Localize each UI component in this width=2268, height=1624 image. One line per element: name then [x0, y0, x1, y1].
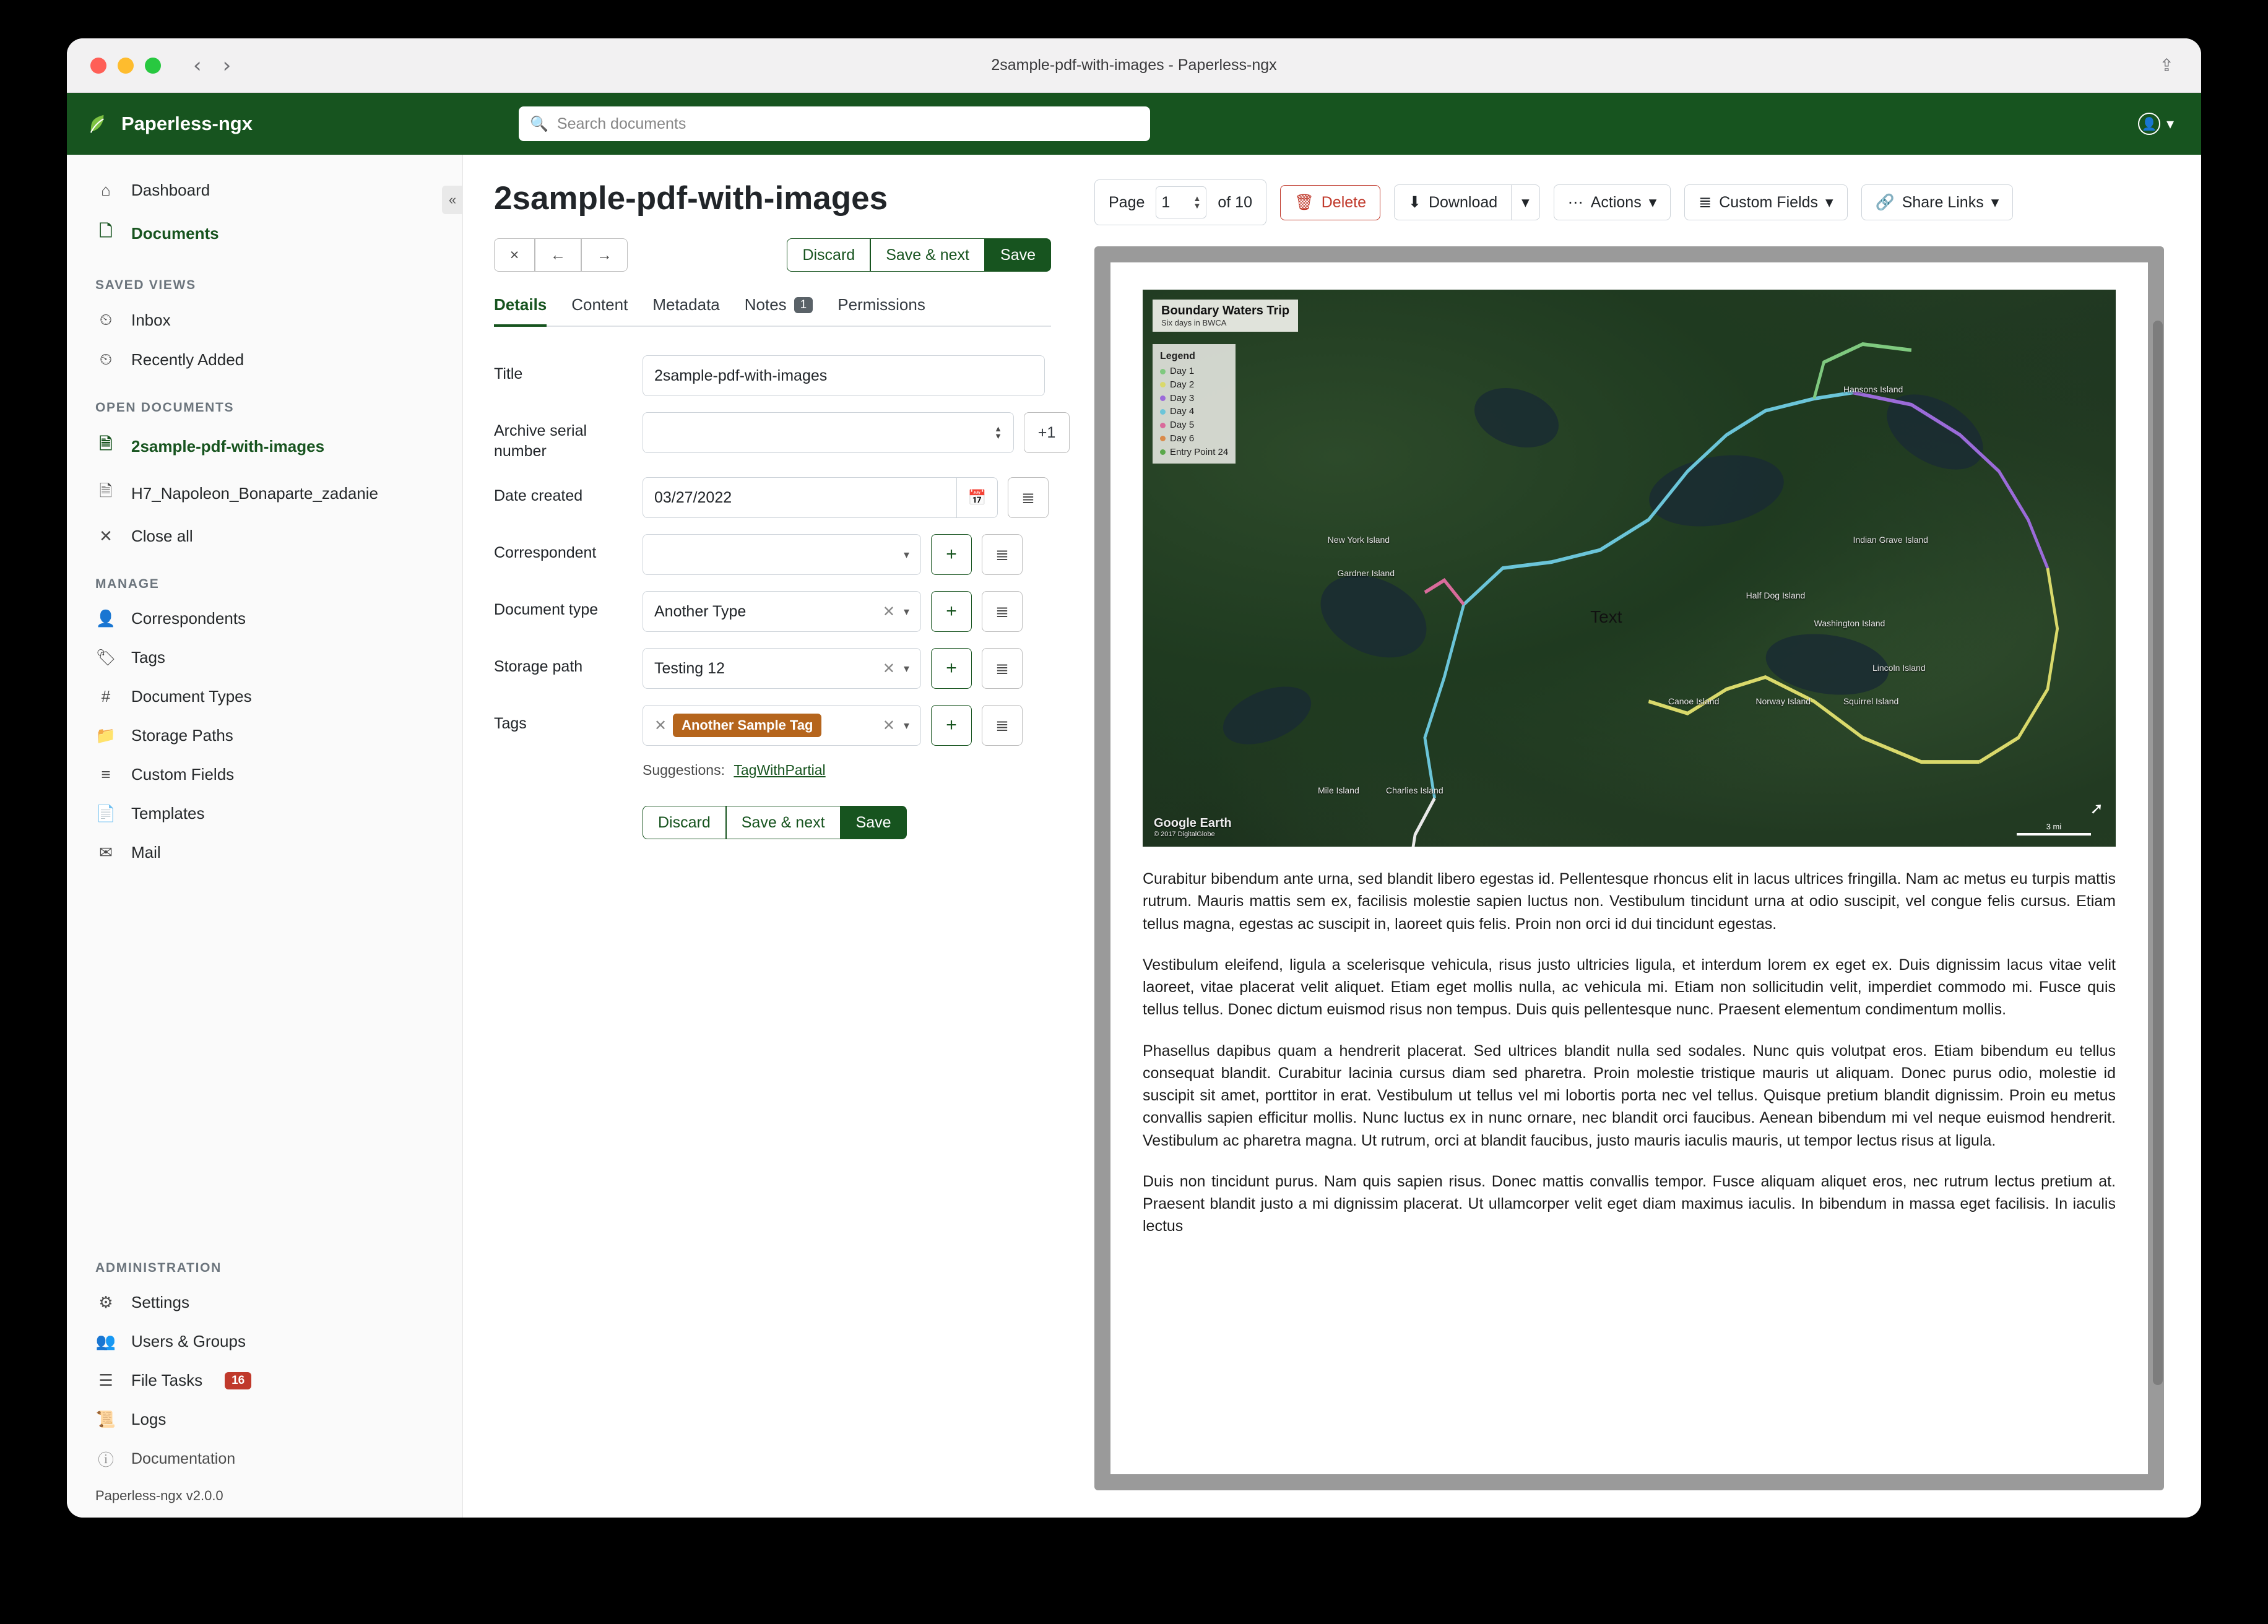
sidebar-item-label: Dashboard [131, 181, 210, 199]
sidebar-item-open-doc-1[interactable] [67, 423, 462, 470]
document-tabs [494, 295, 1051, 327]
date-label: Date created [494, 487, 583, 504]
correspondent-filter-button[interactable]: ≣ [982, 534, 1023, 575]
field-tags [494, 705, 1082, 746]
file-icon: 🗎 [99, 482, 113, 500]
custom-fields-dropdown[interactable]: ≣ Custom Fields ▾ [1684, 184, 1847, 220]
sidebar-collapse-button[interactable]: « [442, 186, 463, 214]
document-toolbar [494, 238, 1082, 272]
field-storage-path [494, 648, 1082, 689]
avatar: 👤 [2138, 113, 2160, 135]
sidebar-item-documentation[interactable] [67, 1439, 462, 1479]
compass-icon: ➚ [2090, 799, 2103, 818]
close-icon: ✕ [99, 527, 113, 545]
pdf-viewer[interactable] [1094, 246, 2164, 1490]
tab-details[interactable]: Details [494, 295, 547, 326]
correspondent-select[interactable] [643, 534, 921, 575]
share-icon[interactable]: ⇪ [2159, 56, 2174, 75]
app-header [67, 93, 2201, 155]
legend-item: Day 4 [1170, 406, 1195, 417]
actions-dropdown[interactable]: ⋯ Actions ▾ [1554, 184, 1671, 220]
chevron-down-icon: ▾ [2166, 115, 2174, 132]
document-type-filter-button[interactable]: ≣ [982, 591, 1023, 632]
sidebar-item-label: Document Types [131, 687, 252, 706]
sidebar-item-mail[interactable] [67, 833, 462, 872]
sidebar-item-label: Documents [131, 223, 219, 243]
pdf-paragraph: Phasellus dapibus quam a hendrerit placerat. Sed ultrices blandit nulla sed sodales. Nunc quis volutpat eros. Etiam bibendum eu tellus consequat blandit. Curabitur lacinia cursus diam sed pharetra. Proin molestie tristique mauris ut aliquam. Donec purus odio, molestie id suscipit sit amet, porttitor in erat. Vestibulum ut tellus vel mi lobortis porta nec vel tellus. Quisque pretium blandit dignissim. Proin eu metus convallis sapien efficitur mollis. Nunc luctus ex in nunc ornare, nec blandit orci faucibus. Aenean bibendum mi vel neque euismod hendrerit. Vestibulum ac pharetra magna. Ut rutrum, orci at blandit faucibus, justo mauris iaculis mauris, ut tempor lectus risus at ligula. [1143, 1042, 2116, 1149]
question-circle-icon: ⓘ [97, 1451, 114, 1469]
funnel-icon: ⏲ [99, 310, 113, 329]
map-title: Boundary Waters Trip [1161, 304, 1290, 317]
clear-storage-path-icon[interactable]: ✕ [882, 660, 895, 677]
sidebar-section-saved-views: SAVED VIEWS [95, 278, 196, 292]
file-icon: 🗎 [99, 434, 113, 453]
file-tasks-badge: 16 [225, 1372, 251, 1389]
map-label: Half Dog Island [1746, 590, 1806, 600]
logs-icon: 📜 [95, 1410, 116, 1428]
tab-content[interactable]: Content [571, 295, 628, 314]
sidebar-item-label: Settings [131, 1293, 189, 1311]
document-edit-panel [463, 155, 1082, 1518]
pdf-paragraph: Curabitur bibendum ante urna, sed blandit libero egestas id. Pellentesque rhoncus elit in lacus ultrices fringilla. Nam ac metus eu turpis mattis rutrum. Mauris mattis sem ex, facilisis molestie sapien luctus non. Vestibulum tincidunt urna at odio suscipit, vel congue felis cursus. Etiam tellus magna, egestas ac suscipit in, laoreet quis felis. Proin non orci id dui tincidunt egestas. [1143, 870, 2116, 933]
doctype-label: Document type [494, 601, 599, 618]
folder-icon: 📁 [95, 726, 116, 745]
ellipsis-icon: ⋯ [1567, 194, 1583, 211]
map-label: Hansons Island [1843, 384, 1903, 394]
gear-icon: ⚙ [98, 1293, 113, 1311]
chevron-down-icon: ▾ [1991, 194, 1999, 211]
tags-filter-button[interactable]: ≣ [982, 705, 1023, 746]
page-title: 2sample-pdf-with-images [494, 180, 888, 217]
pdf-scrollbar[interactable] [2153, 321, 2163, 1385]
asn-input[interactable] [643, 412, 1014, 453]
map-label: Squirrel Island [1843, 696, 1899, 706]
forward-icon[interactable]: › [222, 53, 232, 78]
map-label: Washington Island [1814, 618, 1885, 628]
sidebar-item-label: 2sample-pdf-with-images [131, 436, 325, 456]
save-buttons-top [787, 238, 1051, 272]
pdf-map-image [1143, 290, 2116, 847]
funnel-icon: ⏲ [99, 350, 113, 368]
main-content [463, 155, 2201, 1518]
brand[interactable] [88, 112, 253, 136]
chevron-down-icon: ▾ [903, 548, 909, 561]
documents-icon: 🗋 [99, 222, 113, 240]
sidebar-item-inbox[interactable] [67, 300, 462, 340]
search-input[interactable] [519, 106, 1150, 141]
sidebar-item-users-groups[interactable] [67, 1322, 462, 1361]
clear-tags-icon[interactable]: ✕ [882, 717, 895, 734]
remove-tag-icon[interactable]: ✕ [654, 717, 667, 734]
sliders-icon: ≡ [101, 765, 111, 784]
previous-document-button[interactable]: ← [535, 238, 581, 272]
date-input[interactable]: 03/27/2022 [643, 477, 957, 518]
calendar-icon[interactable]: 📅 [957, 477, 998, 518]
title-input[interactable]: 2sample-pdf-with-images [643, 355, 1045, 396]
storage-label: Storage path [494, 658, 583, 675]
add-storage-path-button[interactable]: + [931, 648, 972, 689]
discard-button-bottom[interactable]: Discard [643, 806, 726, 839]
search-placeholder: Search documents [556, 114, 686, 132]
sidebar-item-label: Users & Groups [131, 1332, 246, 1350]
asn-stepper[interactable]: ▲ ▼ [994, 424, 1002, 441]
paperless-logo-icon [88, 112, 111, 136]
legend-item: Day 1 [1170, 366, 1195, 377]
tag-chip[interactable]: Another Sample Tag [673, 714, 821, 737]
hash-icon: # [101, 687, 111, 706]
sidebar-item-dashboard[interactable] [67, 171, 462, 210]
page-stepper[interactable]: ▲ ▼ [1193, 194, 1201, 210]
tab-permissions[interactable]: Permissions [838, 295, 925, 314]
storage-path-select[interactable]: Testing 12 ✕ ▾ [643, 648, 921, 689]
page-label: Page [1109, 193, 1145, 211]
save-button-bottom[interactable]: Save [841, 806, 907, 839]
sidebar-section-manage: MANAGE [95, 577, 160, 591]
pdf-paragraph: Vestibulum eleifend, ligula a scelerisque vehicula, risus justo ultricies ligula, et interdum lorem ex eget ex. Duis dignissim lacus vitae velit laoreet, vitae placerat velit aliquet. Etiam eget mollis nulla, ac vehicula mi. Etiam non sollicitudin velit, imperdiet commodo mi. Fusce quis tellus tellus. Donec dictum euismod risus non tempus. Duis quis pellentesque nunc. Praesent elementum condimentum mollis. [1143, 956, 2116, 1019]
map-legend [1153, 344, 1236, 464]
legend-item: Day 6 [1170, 433, 1195, 444]
sidebar-item-label: H7_Napoleon_Bonaparte_zadanie [131, 483, 378, 503]
field-title [494, 355, 1082, 396]
chevron-down-icon: ▾ [1648, 194, 1657, 211]
correspondent-label: Correspondent [494, 544, 597, 561]
tag-suggestions [643, 762, 1082, 779]
sidebar-item-label: File Tasks [131, 1371, 203, 1389]
map-center-text: Text [1590, 607, 1622, 626]
trash-icon: 🗑 [1294, 193, 1314, 211]
chevron-down-icon: ▾ [903, 719, 909, 732]
download-button[interactable]: ⬇ Download [1394, 184, 1511, 220]
mail-icon: ✉ [99, 843, 113, 862]
map-label: Charlies Island [1386, 785, 1443, 795]
add-correspondent-button[interactable]: + [931, 534, 972, 575]
save-and-next-button-bottom[interactable]: Save & next [726, 806, 841, 839]
sidebar-item-label: Correspondents [131, 609, 246, 628]
download-dropdown-toggle[interactable] [1511, 184, 1540, 220]
save-and-next-button[interactable]: Save & next [870, 238, 985, 272]
preview-toolbar [1094, 179, 2164, 225]
save-button[interactable]: Save [985, 238, 1051, 272]
map-label: Indian Grave Island [1853, 535, 1928, 545]
home-icon: ⌂ [101, 181, 111, 199]
pdf-page [1110, 262, 2148, 1474]
sidebar-item-close-all[interactable] [67, 517, 462, 556]
field-archive-serial-number [494, 412, 1082, 461]
sidebar-item-label: Tags [131, 648, 165, 667]
storage-path-filter-button[interactable]: ≣ [982, 648, 1023, 689]
tag-icon: 🏷 [95, 648, 116, 667]
link-icon: 🔗 [1875, 193, 1895, 211]
sidebar-item-custom-fields[interactable] [67, 755, 462, 794]
tab-metadata[interactable]: Metadata [652, 295, 720, 314]
users-icon: 👥 [95, 1332, 116, 1350]
app-window [67, 38, 2201, 1518]
template-icon: 📄 [95, 804, 116, 823]
sidebar-item-label: Custom Fields [131, 765, 235, 784]
clear-document-type-icon[interactable]: ✕ [882, 603, 895, 620]
tab-notes[interactable]: Notes 1 [745, 295, 813, 326]
sliders-icon: ≣ [1699, 194, 1712, 211]
sidebar-item-templates[interactable] [67, 794, 462, 833]
close-document-button[interactable]: × [494, 238, 535, 272]
add-tag-button[interactable]: + [931, 705, 972, 746]
sidebar-item-logs[interactable] [67, 1400, 462, 1439]
app-version: Paperless-ngx v2.0.0 [95, 1488, 223, 1503]
document-preview-panel [1082, 155, 2201, 1518]
sidebar-item-settings[interactable] [67, 1283, 462, 1322]
sidebar-item-label: Templates [131, 804, 205, 823]
share-links-dropdown[interactable]: 🔗 Share Links ▾ [1861, 184, 2014, 220]
back-icon[interactable]: ‹ [193, 53, 202, 78]
save-buttons-bottom [643, 806, 1082, 839]
sidebar-section-open-documents: OPEN DOCUMENTS [95, 400, 235, 415]
map-label: Canoe Island [1668, 696, 1720, 706]
document-type-select[interactable]: Another Type ✕ ▾ [643, 591, 921, 632]
sidebar-section-administration: ADMINISTRATION [95, 1261, 222, 1275]
suggestions-label: Suggestions: [643, 762, 725, 778]
add-document-type-button[interactable]: + [931, 591, 972, 632]
tags-label: Tags [494, 715, 527, 732]
sidebar-item-label: Storage Paths [131, 726, 233, 745]
map-label: Norway Island [1755, 696, 1811, 706]
asn-label: Archive serial number [494, 422, 587, 460]
tags-select[interactable] [643, 705, 921, 746]
sidebar-item-label: Mail [131, 843, 161, 862]
sidebar-item-label: Inbox [131, 310, 171, 329]
map-label: Lincoln Island [1872, 663, 1926, 673]
sidebar [67, 155, 463, 1518]
map-title-box [1153, 300, 1298, 332]
sidebar-item-documents[interactable] [67, 210, 462, 257]
sidebar-item-label: Logs [131, 1410, 167, 1428]
window-title: 2sample-pdf-with-images - Paperless-ngx [991, 56, 1277, 74]
legend-title: Legend [1160, 351, 1195, 361]
map-subtitle: Six days in BWCA [1161, 318, 1227, 327]
title-label: Title [494, 365, 523, 382]
sidebar-item-correspondents[interactable] [67, 599, 462, 638]
map-label: Gardner Island [1337, 568, 1395, 578]
download-split-button [1394, 184, 1540, 220]
discard-button[interactable]: Discard [787, 238, 870, 272]
field-correspondent [494, 534, 1082, 575]
chevron-down-icon: ▾ [1825, 194, 1833, 211]
sidebar-item-document-types[interactable] [67, 677, 462, 716]
map-attribution: Google Earth © 2017 DigitalGlobe [1154, 816, 1232, 838]
suggestion-tagwithpartial[interactable]: TagWithPartial [734, 762, 826, 778]
page-total: of 10 [1218, 193, 1252, 211]
legend-item: Day 5 [1170, 420, 1195, 431]
brand-name: Paperless-ngx [121, 113, 253, 134]
document-nav-buttons [494, 238, 628, 272]
delete-button[interactable]: 🗑 Delete [1280, 185, 1380, 220]
sidebar-item-label: Documentation [131, 1450, 236, 1467]
legend-item: Day 3 [1170, 392, 1195, 404]
chevron-down-icon: ▾ [903, 605, 909, 618]
list-icon: ☰ [98, 1371, 113, 1389]
sidebar-item-file-tasks[interactable] [67, 1361, 462, 1400]
map-routes [1143, 290, 2116, 847]
sidebar-item-tags[interactable] [67, 638, 462, 677]
sidebar-item-recently-added[interactable] [67, 340, 462, 379]
person-icon: 👤 [95, 609, 116, 628]
window-titlebar [67, 38, 2201, 93]
next-document-button[interactable]: → [581, 238, 628, 272]
field-date-created [494, 477, 1082, 518]
page-number-input[interactable]: 1 ▲ ▼ [1156, 186, 1206, 218]
chevron-down-icon: ▾ [903, 662, 909, 675]
asn-plus-one-button[interactable]: +1 [1024, 412, 1070, 453]
sidebar-item-open-doc-2[interactable] [67, 470, 462, 517]
pdf-paragraph: Duis non tincidunt purus. Nam quis sapien risus. Donec mattis convallis tempor. Fusce aliquam aliquet eros, nec rutrum lectus pretium at. Praesent blandit justo a mi dignissim placerat. Ut ullamcorper velit eget diam maximus iaculis. In bibendum in massa eget facilisis. In iaculis lectus [1143, 1172, 2116, 1235]
search-icon: 🔍 [530, 115, 548, 132]
map-label: Mile Island [1317, 785, 1359, 795]
sidebar-item-label: Close all [131, 527, 193, 545]
download-icon: ⬇ [1408, 194, 1421, 211]
field-document-type [494, 591, 1082, 632]
map-label: New York Island [1327, 535, 1390, 545]
page-selector[interactable] [1094, 179, 1266, 225]
sidebar-item-label: Recently Added [131, 350, 245, 369]
date-filter-button[interactable]: ≣ [1008, 477, 1049, 518]
legend-item: Entry Point 24 [1170, 446, 1229, 457]
sidebar-item-storage-paths[interactable] [67, 716, 462, 755]
user-account-menu[interactable] [2138, 113, 2174, 135]
chevron-down-icon: ▾ [1521, 194, 1530, 211]
map-scale: 3 mi [2017, 822, 2091, 836]
legend-item: Day 2 [1170, 379, 1195, 390]
notes-badge: 1 [794, 297, 813, 313]
